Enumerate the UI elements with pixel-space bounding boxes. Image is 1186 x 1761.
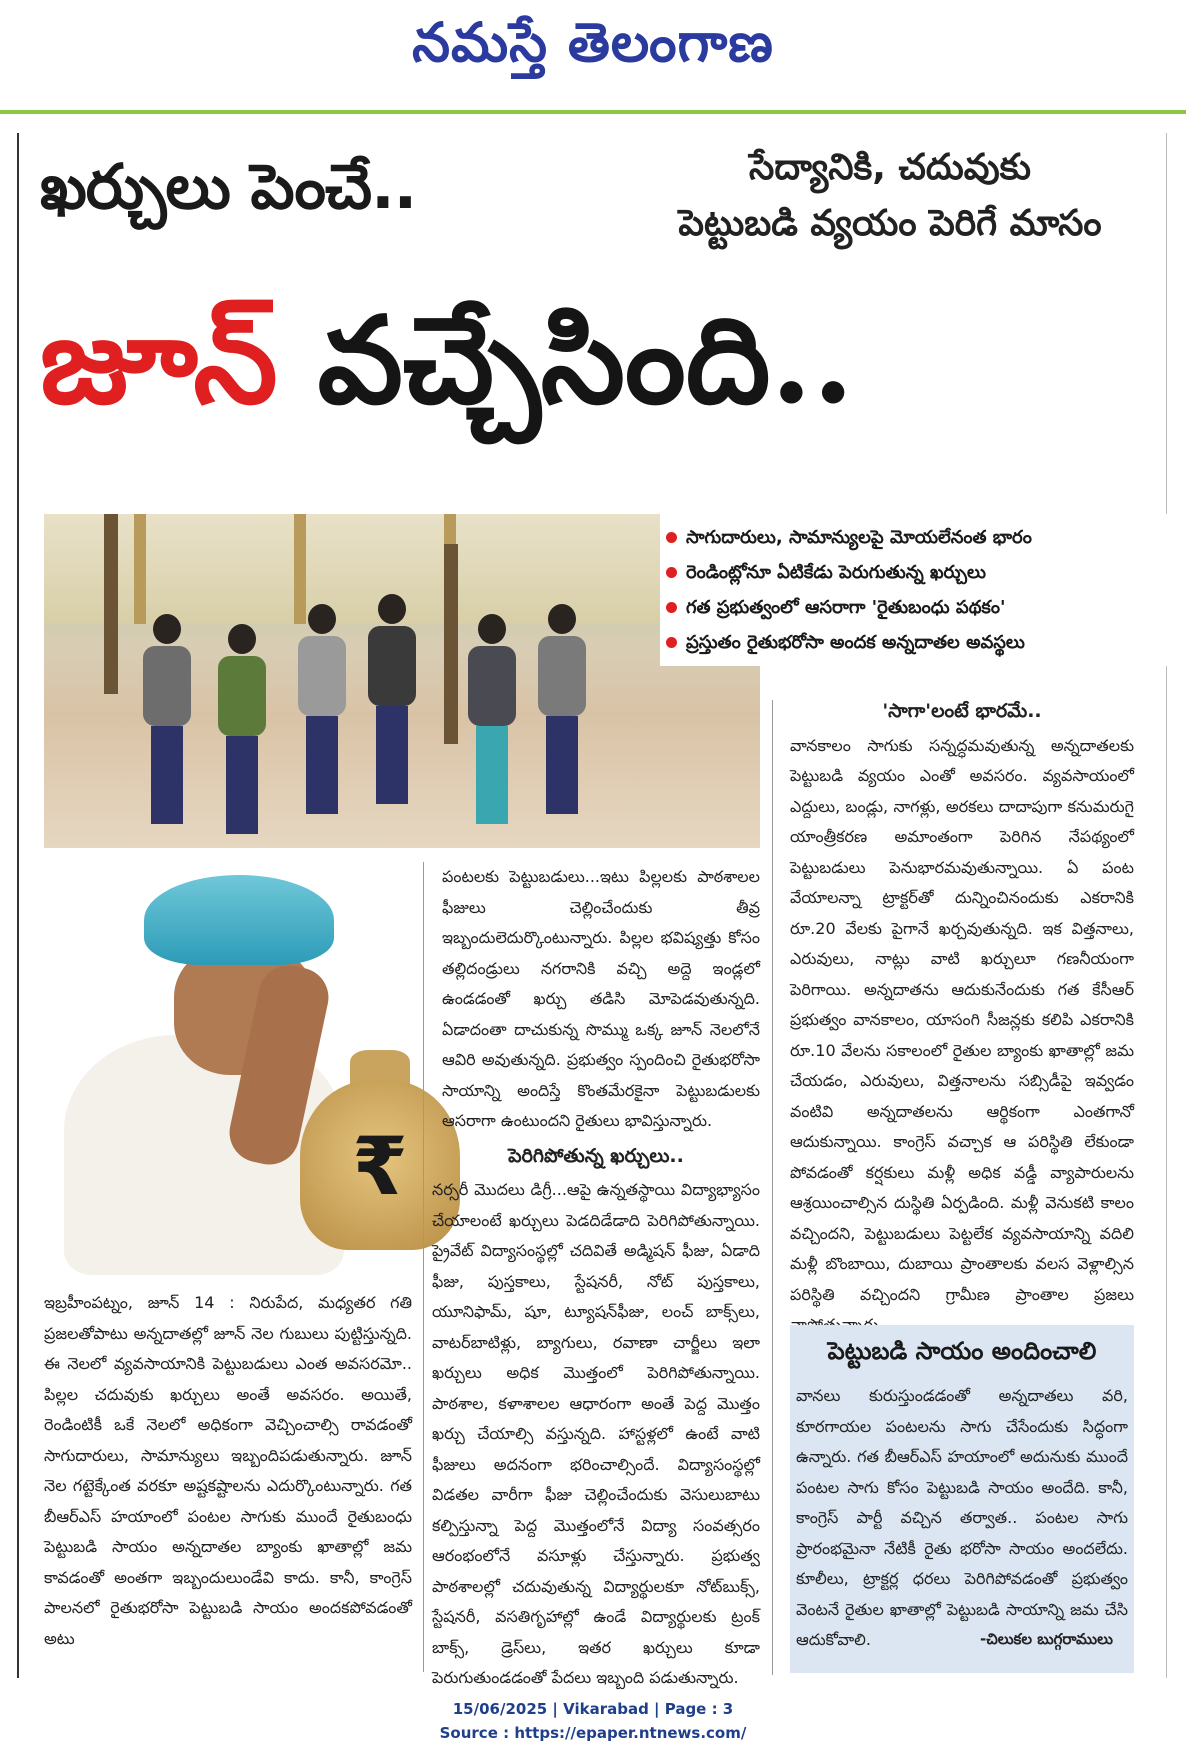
byline: -చిలుకల బుగ్గరాములు: [980, 1630, 1113, 1648]
student-figure: [534, 604, 590, 814]
bullet-item: గత ప్రభుత్వంలో ఆసరాగా 'రైతుబంధు పథకం': [664, 590, 1164, 625]
bullet-dot-icon: [666, 567, 677, 578]
footer-source: Source : https://epaper.ntnews.com/: [439, 1724, 747, 1742]
bullet-list: [660, 514, 1168, 666]
article-column-2: [432, 862, 760, 1687]
article-paragraph: ఇబ్రహీంపట్నం, జూన్ 14 : నిరుపేద, మధ్యతర గతి ప్రజలతోపాటు అన్నదాతల్లో జూన్ నెల గుబులు పుట్టిస్తున్నది. ఈ నెలలో వ్యవసాయానికి పెట్టుబడులు ఎంత అవసరమో.. పిల్లల చదువుకు ఖర్చులు అంతే అవసరం. అయితే, రెండింటికీ ఒకే నెలలో అధికంగా వెచ్చించాల్సి రావడంతో సాగుదారులు, సామాన్యులు ఇబ్బందిపడుతున్నారు. జూన్ నెల గట్టెక్కేంత వరకూ అష్టకష్టాలను ఎదుర్కొంటున్నారు. గత బీఆర్ఎస్ హయాంలో పంటల సాగుకు ముందే రైతుబంధు పెట్టుబడి సాయం అన్నదాతల బ్యాంకు ఖాతాల్లో జమ కావడంతో అంతగా ఇబ్బందులుండేవి కాదు. కానీ, కాంగ్రెస్ పాలనలో రైతుభరోసా పెట్టుబడి సాయం అందకపోవడంతో అటు: [44, 1293, 412, 1648]
subhead-line-1: సేద్యానికి, చదువుకు: [749, 147, 1031, 188]
bullet-dot-icon: [666, 602, 677, 613]
article-paragraph: వానలు కురుస్తుండడంతో అన్నదాతలు వరి, కూరగాయల పంటలను సాగు చేసేందుకు సిద్ధంగా ఉన్నారు. గత బీఆర్ఎస్ హయాంలో అదునుకు ముందే పంటల సాగు కోసం పెట్టుబడి సాయం అందేది. కానీ, కాంగ్రెస్ పార్టీ వచ్చిన తర్వాత.. పంటల సాగు ప్రారంభమైనా నేటికీ రైతు భరోసా సాయం అందలేదు. కూలీలు, ట్రాక్టర్ల ధరలు పెరిగిపోవడంతో ప్రభుత్వం వెంటనే రైతుల ఖాతాల్లో పెట్టుబడి సాయాన్ని జమ చేసి ఆదుకోవాలి.: [796, 1386, 1128, 1649]
section-subhead: పెరిగిపోతున్న ఖర్చులు..: [508, 1144, 684, 1167]
main-headline: [40, 290, 854, 480]
student-figure: [294, 604, 350, 814]
building-pillar: [134, 514, 146, 624]
bullet-item: ప్రస్తుతం రైతుభరోసా అందక అన్నదాతల అవస్థలు: [664, 625, 1164, 660]
article-column-3: [790, 692, 1134, 1310]
footer-date-page: 15/06/2025 | Vikarabad | Page : 3: [452, 1700, 734, 1718]
student-figure: [364, 594, 420, 804]
students-photo: [44, 514, 760, 848]
article-column-1: [44, 1288, 412, 1678]
bullet-dot-icon: [666, 637, 677, 648]
masthead-rule: [0, 110, 1186, 114]
subhead-line-2: పెట్టుబడి వ్యయం పెరిగే మాసం: [678, 203, 1102, 244]
article-paragraph: పంటలకు పెట్టుబడులు...ఇటు పిల్లలకు పాఠశాలల ఫీజులు చెల్లించేందుకు తీవ్ర ఇబ్బందులెదుర్కొంటున్నారు. పిల్లల భవిష్యత్తు కోసం తల్లిదండ్రులు నగరానికి వచ్చి అద్దె ఇండ్లలో ఉండడంతో ఖర్చు తడిసి మోపెడవుతున్నది. ఏడాదంతా దాచుకున్న సొమ్ము ఒక్క జూన్ నెలలోనే ఆవిరి అవుతున్నది. ప్రభుత్వం స్పందించి రైతుభరోసా సాయాన్ని అందిస్తే కొంతమేరకైనా పెట్టుబడులకు ఆసరాగా ఉంటుందని రైతులు భావిస్తున్నారు.: [442, 867, 760, 1130]
main-headline-red: జూన్: [40, 290, 278, 431]
bullet-item: సాగుదారులు, సామాన్యులపై మోయలేనంత భారం: [664, 520, 1164, 555]
column-divider: [772, 700, 773, 1675]
column-divider: [423, 862, 424, 1672]
main-headline-black: వచ్చేసింది..: [317, 290, 855, 431]
student-figure: [214, 624, 270, 834]
box-title: పెట్టుబడి సాయం అందించాలి: [790, 1325, 1134, 1377]
masthead: [0, 0, 1186, 112]
bullet-item: రెండింట్లోనూ ఏటికేడు పెరుగుతున్న ఖర్చులు: [664, 555, 1164, 590]
right-border-rule: [1166, 133, 1167, 1678]
page-footer: [0, 1697, 1186, 1745]
article-paragraph: వానకాలం సాగుకు సన్నద్ధమవుతున్న అన్నదాతలకు పెట్టుబడి వ్యయం ఎంతో అవసరం. వ్యవసాయంలో ఎద్దులు, బండ్లు, నాగళ్లు, అరకలు దాదాపుగా కనుమరుగై యాంత్రీకరణ అమాంతంగా పెరిగిన నేపథ్యంలో పెట్టుబడులు పెనుభారమవుతున్నాయి. ఏ పంట వేయాలన్నా ట్రాక్టర్‌తో దున్నించినందుకు ఎకరానికి రూ.20 వేలకు పైగానే ఖర్చవుతున్నది. ఇక విత్తనాలు, ఎరువులు, నాట్లు వాటి ఖర్చులూ గణనీయంగా పెరిగాయి. అన్నదాతను ఆదుకునేందుకు గత కేసీఆర్ ప్రభుత్వం వానకాలం, యాసంగి సీజన్లకు కలిపి ఎకరానికి రూ.10 వేలను సకాలంలో రైతుల బ్యాంకు ఖాతాల్లో జమ చేయడం, ఎరువులు, విత్తనాలను సబ్సిడీపై ఇవ్వడం వంటివి అన్నదాతలను ఆర్థికంగా ఎంతగానో ఆదుకున్నాయి. కాంగ్రెస్ వచ్చాక ఆ పరిస్థితి లేకుండా పోవడంతో కర్షకులు మళ్లీ అధిక వడ్డీ వ్యాపారులను ఆశ్రయించాల్సిన దుస్థితి ఏర్పడింది. మళ్లీ వెనుకటి కాలం వచ్చిందని, పెట్టుబడులు పెట్టలేక వ్యవసాయాన్ని వదిలి మళ్లీ బొంబాయి, దుబాయి ప్రాంతాలకు వలస వెళ్లాల్సిన పరిస్థితి వచ్చిందని గ్రామీణ ప్రాంతాల ప్రజలు: [790, 735, 1134, 1304]
article-paragraph: నర్సరీ మొదలు డిగ్రీ...ఆపై ఉన్నతస్థాయి విద్యాభ్యాసం చేయాలంటే ఖర్చులు పెడదిడేడాది పెరిగిపోతున్నాయి. ప్రైవేట్ విద్యాసంస్థల్లో చదివితే అడ్మిషన్ ఫీజు, ఏడాది ఫీజు, పుస్తకాలు, స్టేషనరీ, నోట్ పుస్తకాలు, యూనిఫామ్, షూ, ట్యూషన్‌ఫీజు, లంచ్ బాక్స్‌లు, వాటర్‌బాటిళ్లు, బ్యాగులు, రవాణా చార్జీలు ఇలా ఖర్చులు అధిక మొత్తంలో పెరిగిపోతున్నాయి. పాఠశాల, కళాశాలల ఆధారంగా అంతే పెద్ద మొత్తం ఖర్చు చేయాల్సి వస్తున్నది. హాస్టళ్లలో ఉంటే వాటి ఫీజులు అదనంగా భరించాల్సిందే. విద్యాసంస్థల్లో విడతల వారీగా ఫీజు చెల్లించేందుకు వెసులుబాటు కల్పిస్తున్నా పెద్ద మొత్తంలోనే విద్యా సంవత్సరం ఆరంభంలోనే వసూళ్లు చేస్తున్నారు. ప్రభుత్వ పాఠశాలల్లో చదువుతున్న విద్యార్థులకూ నోట్‌బుక్స్, స్టేషనరీ, వసతిగృహాల్లో ఉండే విద్యార్థులకు ట్రంక్ బాక్స్, డ్రెస్‌లు, ఇతర ఖర్చులు కూడా పెరుగుతుండడంతో పేదలు ఇబ్బంది పడుతున్నారు.: [432, 1180, 760, 1687]
section-subhead: 'సాగా'లంటే భారమే..: [882, 700, 1042, 722]
tree-trunk: [444, 544, 458, 744]
newspaper-logo: నమస్తే తెలంగాణ: [412, 10, 774, 74]
left-border-rule: [17, 133, 19, 1678]
headline-kicker: ఖర్చులు పెంచే..: [40, 150, 417, 223]
rupee-symbol: ₹: [352, 1120, 408, 1213]
tree-trunk: [104, 514, 118, 694]
student-figure: [464, 614, 520, 824]
headline-subhead: [620, 140, 1160, 252]
box-body: [790, 1377, 1134, 1673]
bullet-dot-icon: [666, 532, 677, 543]
student-figure: [139, 614, 195, 824]
